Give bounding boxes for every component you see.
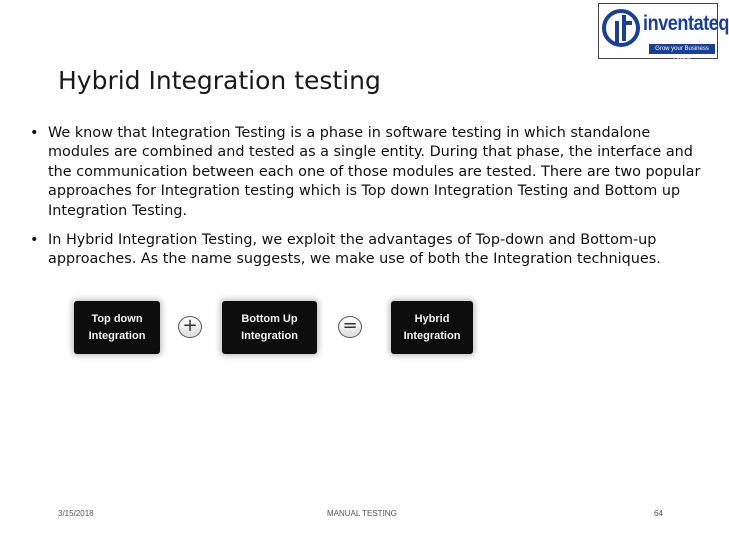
bullet-item [30, 124, 706, 221]
plus-icon: + [178, 316, 202, 338]
box-label-line2: Integration [88, 329, 146, 342]
bullet-text: In Hybrid Integration Testing, we exploit the advantages of Top-down and Bottom-up approaches. As the name suggests, we make use of both the Integration techniques. [48, 232, 661, 268]
top-down-box [74, 301, 160, 354]
equals-icon: = [338, 316, 362, 338]
footer-date: 3/15/2018 [58, 509, 94, 518]
box-label-line1: Top down [91, 312, 143, 325]
page-number: 64 [654, 509, 663, 518]
box-label-line1: Hybrid [414, 312, 450, 325]
bullet-text: We know that Integration Testing is a phase in software testing in which standalone modules are combined and tested as a single entity. During that phase, the interface and the communication between each one of those modules are tested. There are two popular approaches for Integration testing which is Top down Integration Testing and Bottom up Integration Testing. [48, 125, 701, 219]
bullet-list [30, 124, 706, 280]
box-label-line2: Integration [403, 329, 461, 342]
logo-text: inventateq [643, 12, 729, 35]
box-label-line1: Bottom Up [241, 312, 298, 325]
footer-title: MANUAL TESTING [327, 509, 397, 518]
logo-mark-icon [602, 7, 642, 57]
hybrid-box [391, 301, 473, 354]
bullet-icon: • [30, 125, 39, 141]
bullet-icon: • [30, 232, 39, 249]
bottom-up-box [222, 301, 317, 354]
slide-title: Hybrid Integration testing [58, 66, 381, 95]
box-label-line2: Integration [241, 329, 298, 342]
logo-tagline: Grow your Business Online [649, 44, 715, 54]
company-logo [598, 3, 729, 62]
bullet-item [30, 231, 706, 270]
